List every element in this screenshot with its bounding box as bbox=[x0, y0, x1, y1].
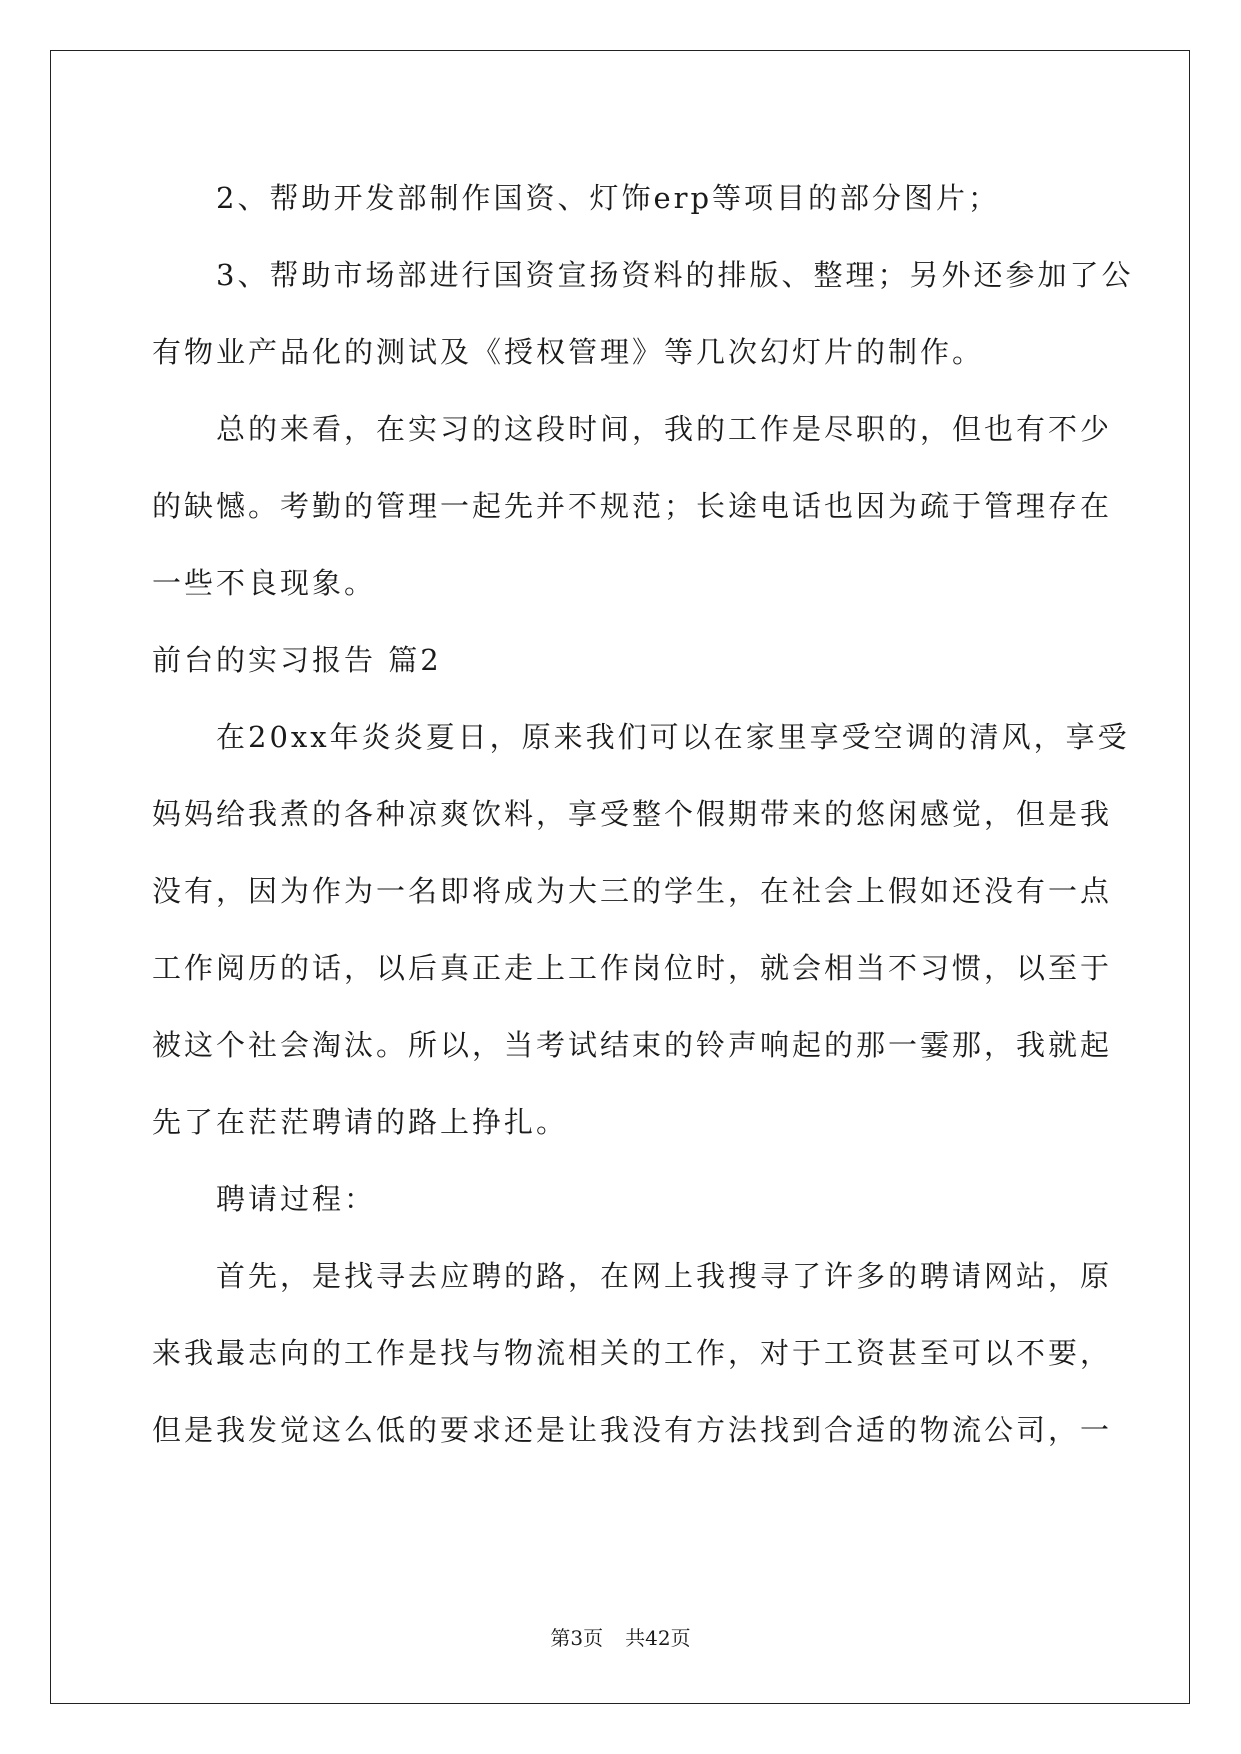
paragraph-line: 2、帮助开发部制作国资、灯饰erp等项目的部分图片； bbox=[152, 181, 1001, 215]
page-number: 第3页 bbox=[550, 1626, 604, 1650]
paragraph-line: 妈妈给我煮的各种凉爽饮料，享受整个假期带来的悠闲感觉，但是我 bbox=[152, 797, 1113, 831]
paragraph-line: 没有，因为作为一名即将成为大三的学生，在社会上假如还没有一点 bbox=[152, 874, 1113, 908]
subheading-line: 聘请过程： bbox=[152, 1182, 377, 1216]
section-heading: 前台的实习报告 篇2 bbox=[152, 643, 442, 677]
paragraph-line: 一些不良现象。 bbox=[152, 566, 377, 600]
page-total: 共42页 bbox=[625, 1626, 691, 1650]
paragraph-line: 总的来看，在实习的这段时间，我的工作是尽职的，但也有不少 bbox=[152, 412, 1113, 446]
paragraph-line: 被这个社会淘汰。所以，当考试结束的铃声响起的那一霎那，我就起 bbox=[152, 1028, 1113, 1062]
paragraph-line: 3、帮助市场部进行国资宣扬资料的排版、整理；另外还参加了公 bbox=[152, 258, 1134, 292]
paragraph-line: 的缺憾。考勤的管理一起先并不规范；长途电话也因为疏于管理存在 bbox=[152, 489, 1113, 523]
paragraph-line: 有物业产品化的测试及《授权管理》等几次幻灯片的制作。 bbox=[152, 335, 985, 369]
paragraph-line: 在20xx年炎炎夏日，原来我们可以在家里享受空调的清风，享受 bbox=[152, 720, 1130, 754]
paragraph-line: 首先，是找寻去应聘的路，在网上我搜寻了许多的聘请网站，原 bbox=[152, 1259, 1113, 1293]
paragraph-line: 工作阅历的话，以后真正走上工作岗位时，就会相当不习惯，以至于 bbox=[152, 951, 1113, 985]
paragraph-line: 但是我发觉这么低的要求还是让我没有方法找到合适的物流公司，一 bbox=[152, 1413, 1113, 1447]
paragraph-line: 先了在茫茫聘请的路上挣扎。 bbox=[152, 1105, 569, 1139]
page-footer bbox=[0, 1626, 1241, 1650]
paragraph-line: 来我最志向的工作是找与物流相关的工作，对于工资甚至可以不要， bbox=[152, 1336, 1113, 1370]
